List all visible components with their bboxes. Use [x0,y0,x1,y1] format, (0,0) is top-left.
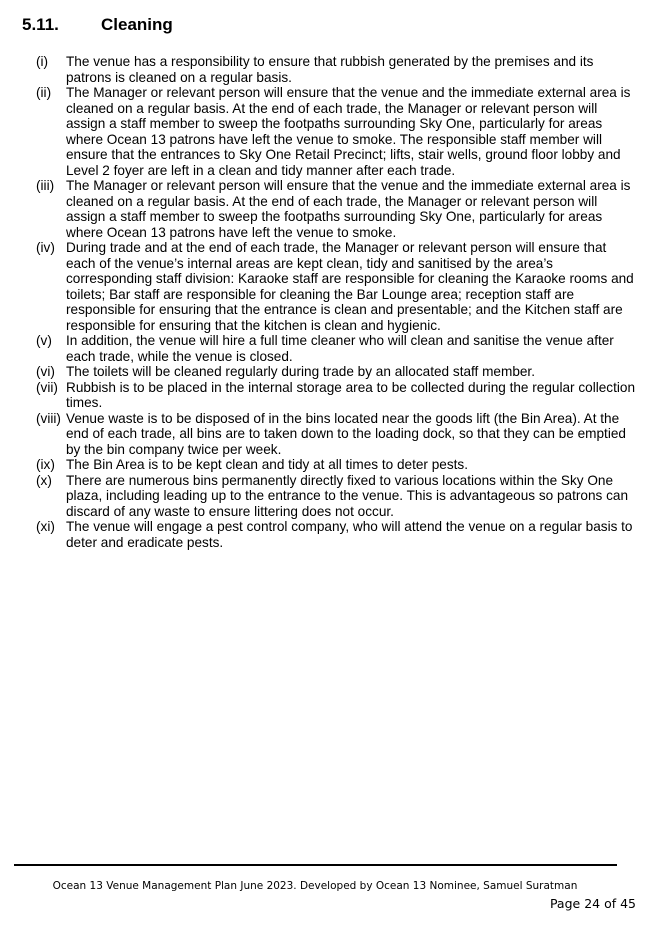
list-item-text: The venue has a responsibility to ensure that rubbish generated by the premises and its patrons is cleaned on a regular basis. [66,54,594,85]
list-item-marker: (v) [36,333,52,348]
list-item [36,380,636,411]
list-item [36,240,636,333]
list-item-text: There are numerous bins permanently directly fixed to various locations within the Sky One plaza, including leading up to the entrance to the venue. This is advantageous so patrons can discard of any waste to ensure littering does not occur. [66,472,629,519]
list-item-marker: (vii) [36,379,58,395]
list-item-marker: (x) [36,472,52,488]
list-item-marker: (iii) [36,178,55,193]
list-item [36,333,636,364]
list-item-marker: (viii) [36,410,61,426]
list-item [36,457,636,473]
list-item [36,519,636,550]
list-item-marker: (ix) [36,457,55,472]
section-number: 5.11. [22,15,59,34]
list-item [36,411,636,458]
list-item-text: During trade and at the end of each trade, the Manager or relevant person will ensure that each of the venue’s internal areas are kept clean, tidy and sanitised by the area’s corresponding staff division: Karaoke staff are responsible for cleaning the Karaoke rooms and toilets; Bar staff are responsible for cleaning the Bar Lounge area; reception staff are responsible for ensuring that the entrance is clean and presentable; and the Kitchen staff are responsible for ensuring that the kitchen is clean and hygienic. [66,240,634,333]
list-item-marker: (i) [36,54,49,69]
list-item [36,473,636,520]
list-item-marker: (vi) [36,364,55,379]
list-item-text: The venue will engage a pest control company, who will attend the venue on a regular basis to deter and eradicate pests. [66,519,633,550]
list-item-text: The Manager or relevant person will ensure that the venue and the immediate external area is cleaned on a regular basis. At the end of each trade, the Manager or relevant person will assign a staff member to sweep the footpaths surrounding Sky One, particularly for areas where Ocean 13 patrons have left the venue to smoke. The responsible staff member will ensure that the entrances to Sky One Retail Precinct; lifts, stair wells, ground floor lobby and Level 2 foyer are left in a clean and tidy manner after each trade. [66,85,631,178]
list-item [36,54,636,85]
footer-divider [14,864,617,866]
list-item [36,85,636,178]
page-number: Page 24 of 45 [549,896,636,911]
list-item-marker: (xi) [36,519,55,534]
section-title: Cleaning [101,15,173,34]
section-heading [22,15,173,35]
cleaning-list [36,54,636,550]
list-item-marker: (ii) [36,85,52,100]
list-item-text: In addition, the venue will hire a full time cleaner who will clean and sanitise the venue after each trade, while the venue is closed. [66,333,614,364]
list-item-text: The toilets will be cleaned regularly during trade by an allocated staff member. [66,364,535,379]
list-item-text: Rubbish is to be placed in the internal storage area to be collected during the regular collection times. [66,379,636,410]
list-item-text: The Manager or relevant person will ensure that the venue and the immediate external area is cleaned on a regular basis. At the end of each trade, the Manager or relevant person will assign a staff member to sweep the footpaths surrounding Sky One, particularly for areas where Ocean 13 patrons have left the venue to smoke. [66,178,631,240]
list-item-text: Venue waste is to be disposed of in the bins located near the goods lift (the Bin Area). At the end of each trade, all bins are to taken down to the loading dock, so that they can be emptied by the bin company twice per week. [66,410,626,457]
list-item [36,364,636,380]
list-item-marker: (iv) [36,240,55,255]
list-item [36,178,636,240]
list-item-text: The Bin Area is to be kept clean and tidy at all times to deter pests. [66,457,468,472]
footer-text: Ocean 13 Venue Management Plan June 2023. Developed by Ocean 13 Nominee, Samuel Suratman [52,880,578,892]
